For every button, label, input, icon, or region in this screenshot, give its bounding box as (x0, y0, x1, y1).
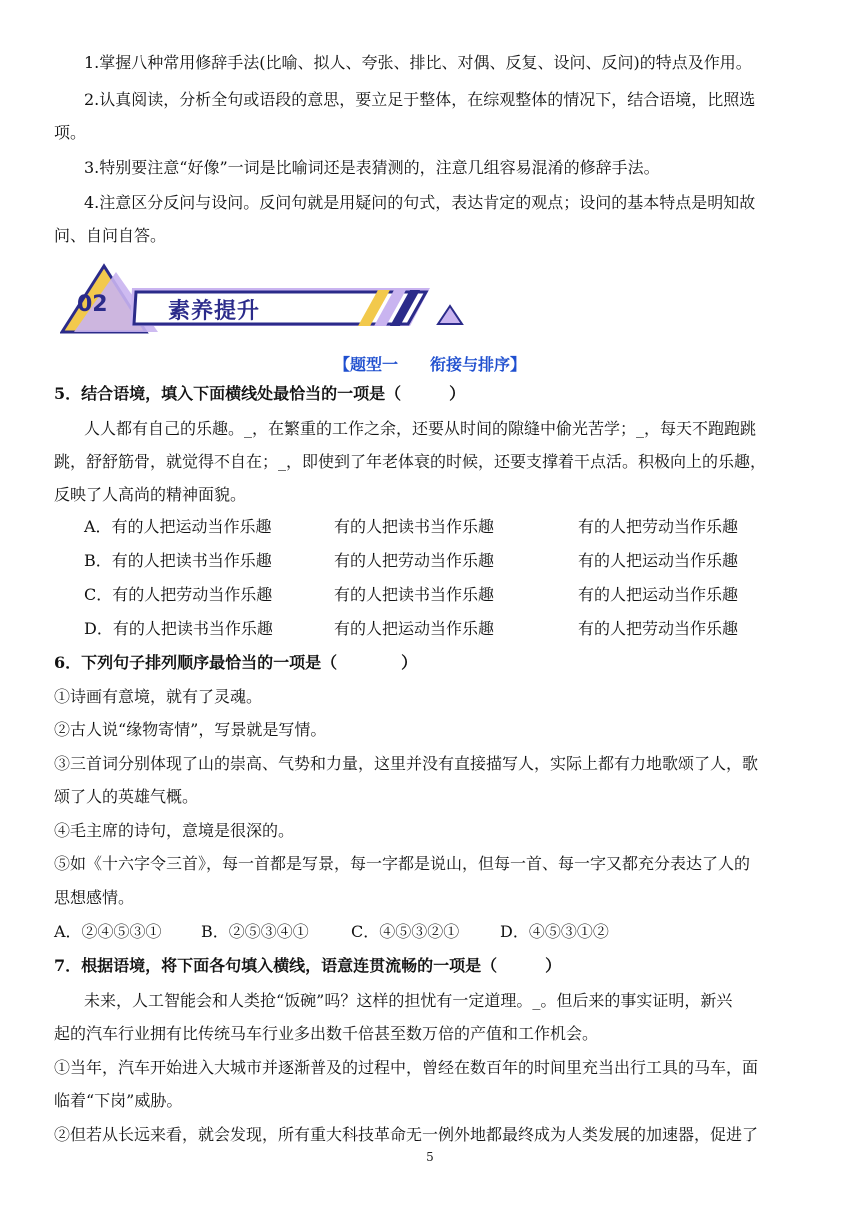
q7-line-5: ②但若从长远来看，就会发现，所有重大科技革命无一例外地都最终成为人类发展的加速器，促进了 (54, 1125, 759, 1144)
banner-number: 02 (77, 292, 108, 317)
banner-title: 素养提升 (168, 299, 261, 324)
q5-passage-2: 跳，舒舒筋骨，就觉得不自在；_，即使到了年老体衰的时候，还要支撑着干点活。积极向上的乐趣， (54, 452, 767, 471)
q6-line-5: ④毛主席的诗句，意境是很深的。 (54, 821, 295, 840)
q5-passage-1: 人人都有自己的乐趣。_，在繁重的工作之余，还要从时间的隙缝中偷光苦学；_，每天不跑跑跳 (84, 419, 757, 438)
page-number: 5 (426, 1150, 434, 1164)
q7-line-4: 临着“下岗”威胁。 (54, 1091, 183, 1110)
q6-line-1: ①诗画有意境，就有了灵魂。 (54, 687, 263, 706)
q5-passage-3: 反映了人高尚的精神面貌。 (54, 485, 247, 504)
q7-line-2: 起的汽车行业拥有比传统马车行业多出数千倍甚至数万倍的产值和工作机会。 (54, 1024, 599, 1043)
tip-1: 1.掌握八种常用修辞手法(比喻、拟人、夸张、排比、对偶、反复、设问、反问)的特点及作用。 (84, 53, 752, 72)
q6-line-4: 颂了人的英雄气概。 (54, 787, 199, 806)
q7-stem: 7．根据语境，将下面各句填入横线，语意连贯流畅的一项是（ ） (54, 956, 562, 975)
tip-3: 3.特别要注意“好像”一词是比喻词还是表猜测的，注意几组容易混淆的修辞手法。 (84, 158, 660, 177)
tip-2-cont: 项。 (54, 123, 87, 142)
q6-line-3: ③三首词分别体现了山的崇高、气势和力量，这里并没有直接描写人，实际上都有力地歌颂了人，歌 (54, 754, 759, 773)
tip-2: 2.认真阅读，分析全句或语段的意思，要立足于整体，在综观整体的情况下，结合语境，比照选 (84, 90, 756, 109)
q6-stem: 6．下列句子排列顺序最恰当的一项是（ ） (54, 653, 418, 672)
q7-line-1: 未来，人工智能会和人类抢“饭碗”吗？这样的担忧有一定道理。_。但后来的事实证明，新兴 (84, 991, 733, 1010)
tip-4: 4.注意区分反问与设问。反问句就是用疑问的句式，表达肯定的观点；设问的基本特点是明知故 (84, 193, 756, 212)
q6-line-2: ②古人说“缘物寄情”，写景就是写情。 (54, 720, 327, 739)
q7-line-3: ①当年，汽车开始进入大城市并逐渐普及的过程中，曾经在数百年的时间里充当出行工具的马车，面 (54, 1058, 759, 1077)
q6-line-7: 思想感情。 (54, 888, 135, 907)
tip-4-cont: 问、自问自答。 (54, 226, 167, 245)
q5-stem: 5．结合语境，填入下面横线处最恰当的一项是（ ） (54, 384, 466, 403)
section-heading: 【题型一 衔接与排序】 (333, 355, 526, 374)
section-banner (60, 262, 470, 336)
q6-line-6: ⑤如《十六字令三首》，每一首都是写景，每一字都是说山，但每一首、每一字又都充分表达了人的 (54, 854, 751, 873)
